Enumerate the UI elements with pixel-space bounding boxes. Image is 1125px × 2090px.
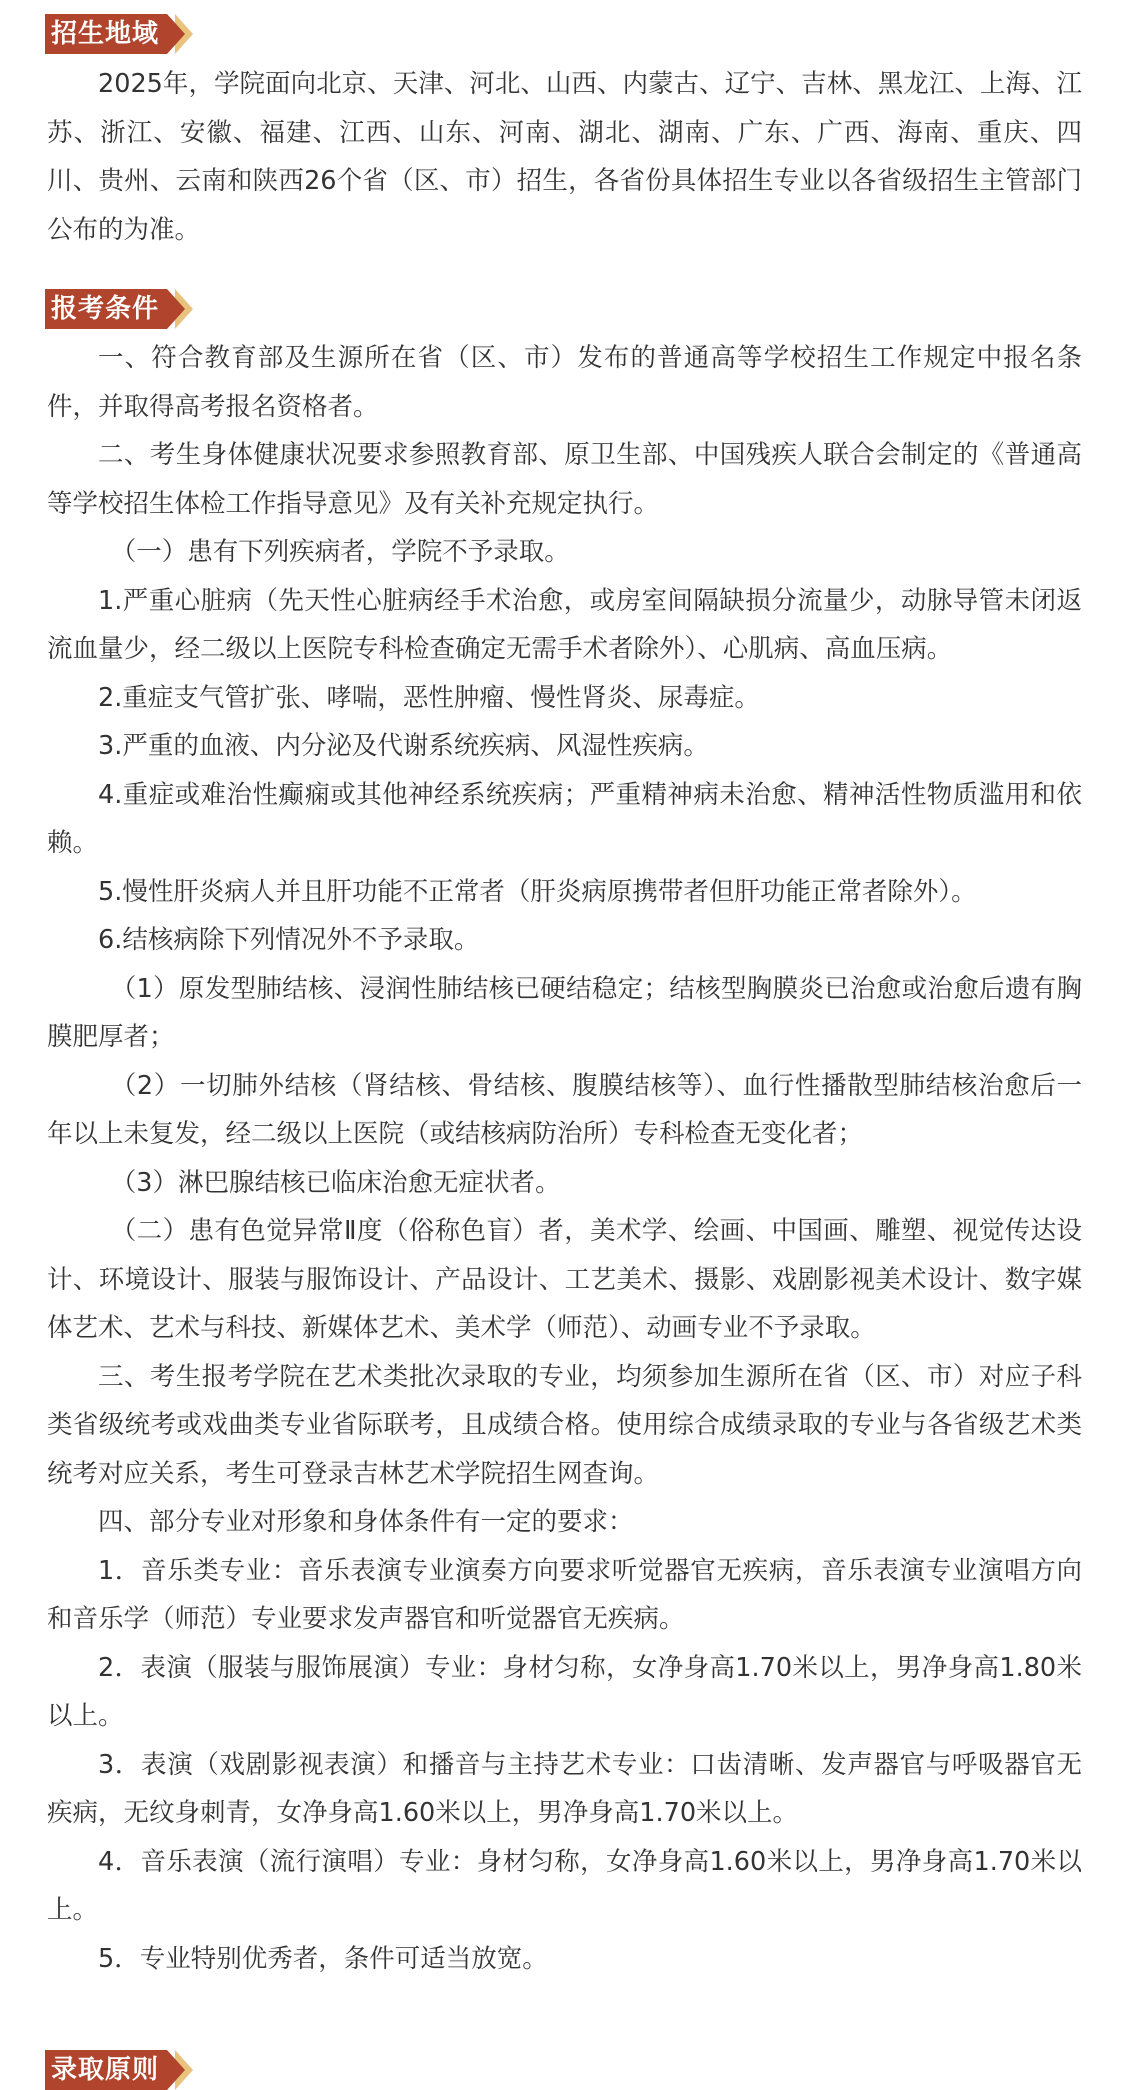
paragraph: 5．专业特别优秀者，条件可适当放宽。 <box>98 1943 548 1974</box>
paragraph: 6.结核病除下列情况外不予录取。 <box>98 925 480 955</box>
section-header-admission <box>45 2050 185 2090</box>
paragraph: 4．音乐表演（流行演唱）专业：身材匀称，女净身高1.60米以上，男净身高1.70米以上。 <box>47 1846 1082 1925</box>
paragraph: 3．表演（戏剧影视表演）和播音与主持艺术专业：口齿清晰、发声器官与呼吸器官无疾病，无纹身刺青，女净身高1.60米以上，男净身高1.70米以上。 <box>47 1749 1082 1828</box>
paragraph: 1．音乐类专业：音乐表演专业演奏方向要求听觉器官无疾病，音乐表演专业演唱方向和音乐学（师范）专业要求发声器官和听觉器官无疾病。 <box>47 1555 1082 1634</box>
section-title: 报考条件 <box>45 289 167 329</box>
tag-arrow-icon <box>167 2050 185 2090</box>
paragraph: 2.重症支气管扩张、哮喘，恶性肿瘤、慢性肾炎、尿毒症。 <box>98 682 760 713</box>
paragraph: 四、部分专业对形象和身体条件有一定的要求： <box>98 1507 634 1537</box>
paragraph: 2．表演（服装与服饰展演）专业：身材匀称，女净身高1.70米以上，男净身高1.80米以上。 <box>47 1652 1082 1731</box>
section-header-conditions <box>45 289 185 329</box>
paragraph: 5.慢性肝炎病人并且肝功能不正常者（肝炎病原携带者但肝功能正常者除外）。 <box>98 876 977 907</box>
paragraph: 一、符合教育部及生源所在省（区、市）发布的普通高等学校招生工作规定中报名条件，并取得高考报名资格者。 <box>47 343 1082 422</box>
paragraph: 1.严重心脏病（先天性心脏病经手术治愈，或房室间隔缺损分流量少，动脉导管未闭返流血量少，经二级以上医院专科检查确定无需手术者除外）、心肌病、高血压病。 <box>47 585 1082 664</box>
paragraph: 4.重症或难治性癫痫或其他神经系统疾病；严重精神病未治愈、精神活性物质滥用和依赖。 <box>47 779 1082 858</box>
conditions-text <box>47 334 1082 1983</box>
section-title: 录取原则 <box>45 2050 167 2090</box>
tag-arrow-icon <box>167 14 185 54</box>
region-text <box>47 60 1082 254</box>
section-header-region <box>45 14 185 54</box>
paragraph: 2025年，学院面向北京、天津、河北、山西、内蒙古、辽宁、吉林、黑龙江、上海、江苏、浙江、安徽、福建、江西、山东、河南、湖北、湖南、广东、广西、海南、重庆、四川、贵州、云南和陕西26个省（区、市）招生，各省份具体招生专业以各省级招生主管部门公布的为准。 <box>47 69 1082 245</box>
paragraph: （一）患有下列疾病者，学院不予录取。 <box>110 537 570 567</box>
paragraph: 二、考生身体健康状况要求参照教育部、原卫生部、中国残疾人联合会制定的《普通高等学校招生体检工作指导意见》及有关补充规定执行。 <box>47 440 1082 519</box>
tag-arrow-icon <box>167 289 185 329</box>
paragraph: （3）淋巴腺结核已临床治愈无症状者。 <box>110 1167 561 1198</box>
paragraph: （2）一切肺外结核（肾结核、骨结核、腹膜结核等）、血行性播散型肺结核治愈后一年以上未复发，经二级以上医院（或结核病防治所）专科检查无变化者； <box>47 1070 1082 1149</box>
paragraph: （1）原发型肺结核、浸润性肺结核已硬结稳定；结核型胸膜炎已治愈或治愈后遗有胸膜肥厚者； <box>47 973 1082 1052</box>
paragraph: （二）患有色觉异常Ⅱ度（俗称色盲）者，美术学、绘画、中国画、雕塑、视觉传达设计、环境设计、服装与服饰设计、产品设计、工艺美术、摄影、戏剧影视美术设计、数字媒体艺术、艺术与科技、新媒体艺术、美术学（师范）、动画专业不予录取。 <box>47 1216 1082 1343</box>
section-title: 招生地域 <box>45 14 167 54</box>
paragraph: 3.严重的血液、内分泌及代谢系统疾病、风湿性疾病。 <box>98 731 709 761</box>
paragraph: 三、考生报考学院在艺术类批次录取的专业，均须参加生源所在省（区、市）对应子科类省级统考或戏曲类专业省际联考，且成绩合格。使用综合成绩录取的专业与各省级艺术类统考对应关系，考生可登录吉林艺术学院招生网查询。 <box>47 1361 1082 1489</box>
